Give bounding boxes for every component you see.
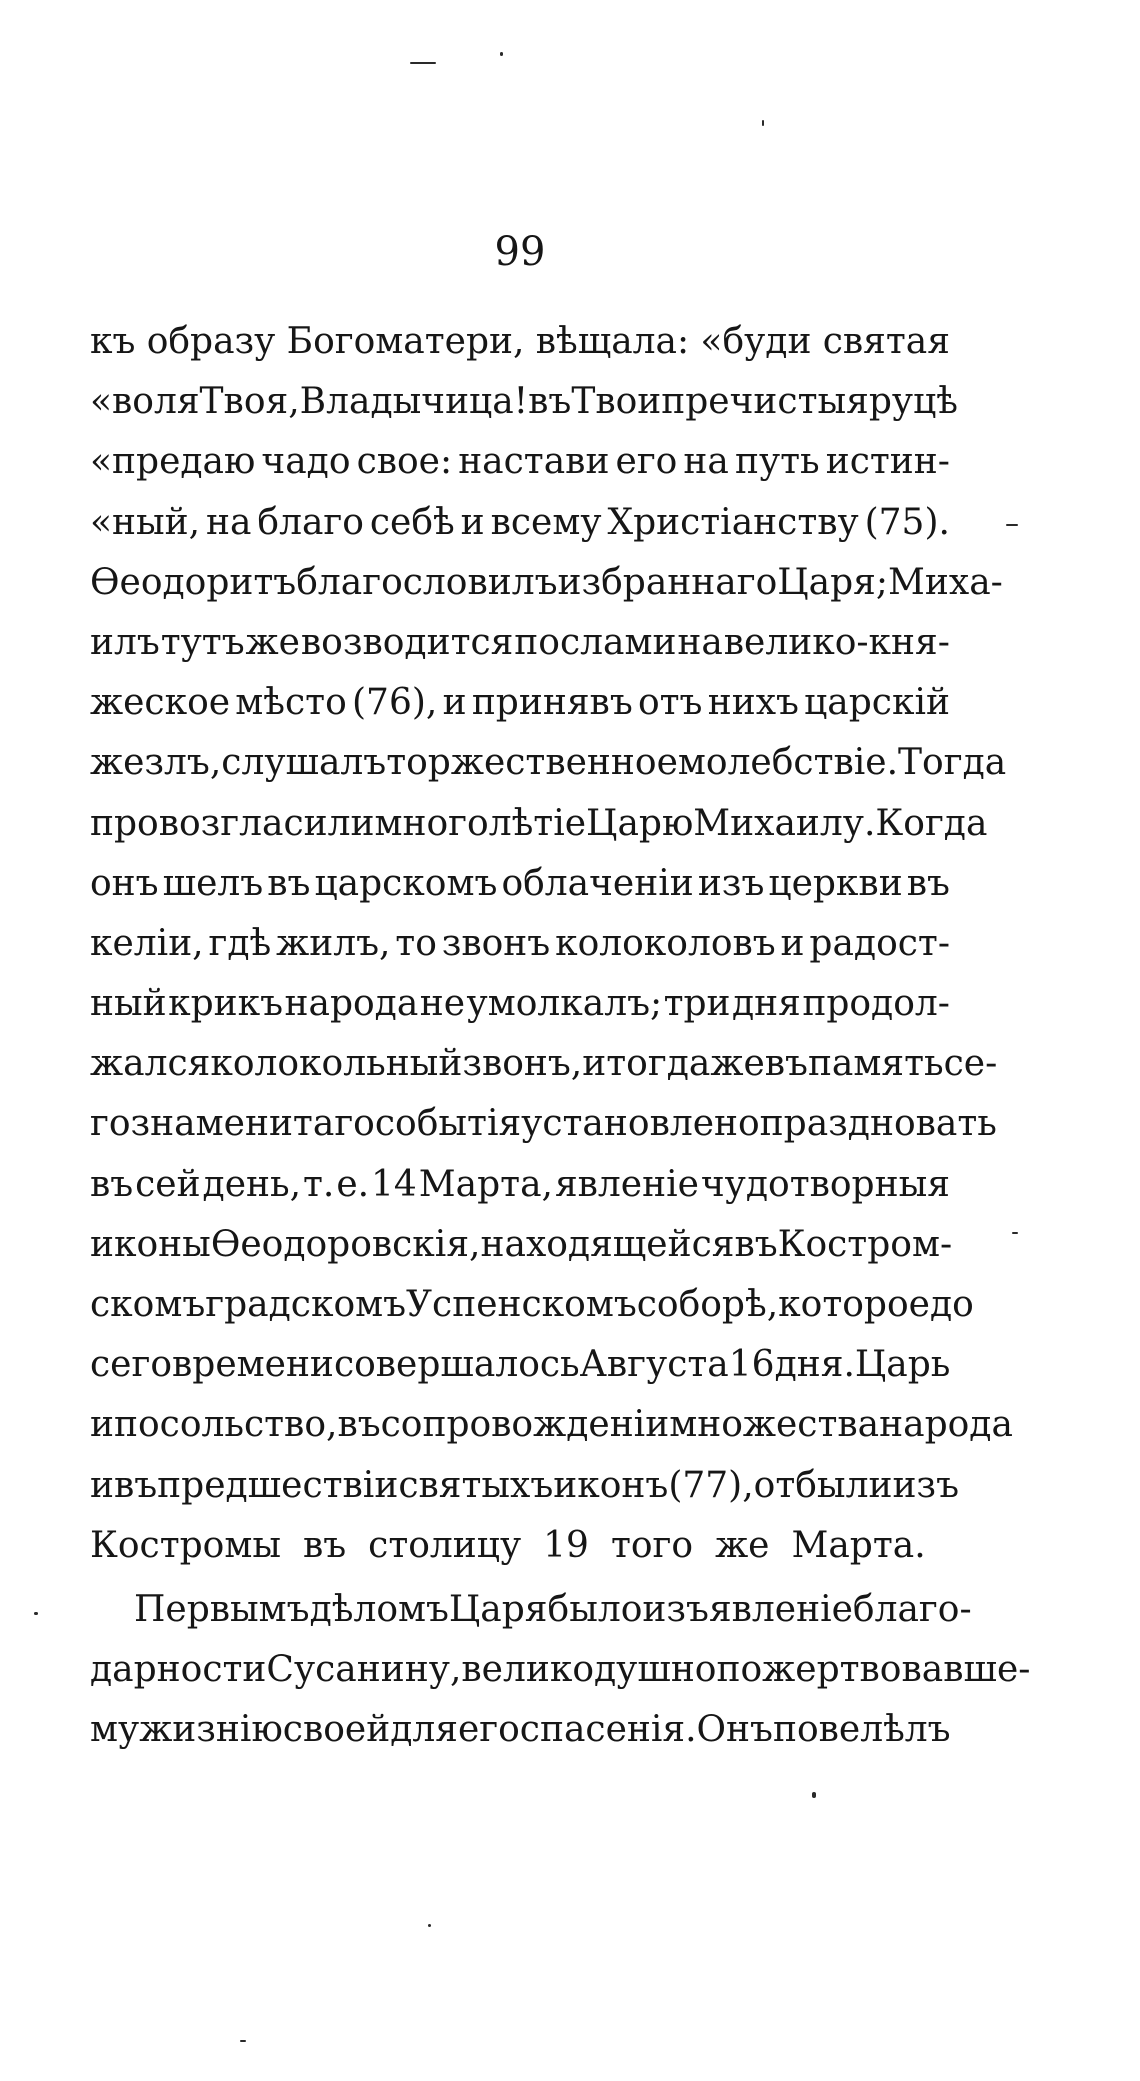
word: свое: — [356, 441, 453, 483]
word: изъ — [892, 1464, 959, 1506]
word: церкви — [768, 862, 903, 904]
word: жилъ, — [276, 922, 391, 964]
word: знаменитаго — [130, 1103, 375, 1145]
word: принявъ — [471, 682, 633, 724]
word: въ — [734, 1223, 778, 1265]
word: память — [807, 1043, 944, 1085]
word: градскомъ — [205, 1284, 407, 1325]
text-line — [90, 372, 958, 432]
word: послами — [514, 621, 677, 663]
word: благо — [257, 501, 364, 543]
word: 19 — [543, 1524, 589, 1566]
text-line — [90, 673, 950, 733]
word: Твоя, — [199, 381, 300, 423]
word: для — [390, 1709, 458, 1751]
word: образу — [146, 321, 276, 362]
word: отъ — [637, 682, 703, 724]
word: колоколовъ — [555, 922, 776, 964]
text-line — [90, 974, 950, 1034]
word: святыхъ — [398, 1464, 554, 1506]
word: умолкалъ; — [466, 983, 663, 1025]
word: царскомъ — [314, 862, 498, 904]
word: святая — [822, 321, 950, 362]
word: илъ — [90, 621, 160, 663]
word: Твои — [571, 381, 662, 423]
word: сопровожденіи — [380, 1404, 670, 1446]
word: и — [442, 682, 467, 724]
word: иконъ — [553, 1464, 669, 1506]
word: дарности — [90, 1649, 267, 1691]
word: было — [547, 1588, 643, 1630]
word: Ѳеодоритъ — [90, 561, 297, 603]
word: путь — [734, 441, 820, 483]
text-line — [90, 312, 950, 372]
word: скомъ — [90, 1284, 206, 1325]
word: звонъ, — [462, 1043, 583, 1085]
word: руцѣ — [868, 381, 958, 423]
word: (76), — [352, 682, 438, 724]
word: себѣ — [369, 501, 455, 543]
word: отбыли — [753, 1464, 893, 1506]
word: и — [90, 1464, 114, 1506]
word: то — [395, 922, 437, 964]
text-line — [90, 733, 1007, 793]
word: избраннаго — [557, 561, 778, 603]
word: радост- — [809, 922, 950, 964]
word: и — [582, 1043, 607, 1085]
word: и — [780, 922, 805, 964]
word: Сусанину, — [266, 1649, 462, 1691]
word: Марта. — [791, 1524, 926, 1566]
word: Когда — [875, 802, 988, 844]
scan-speck — [762, 120, 764, 126]
word: Тогда — [898, 742, 1007, 784]
scan-speck — [428, 1924, 431, 1927]
text-line — [90, 1516, 950, 1576]
text-line — [90, 432, 950, 492]
body-text — [90, 312, 1031, 1761]
word: благо- — [852, 1588, 972, 1630]
word: въ — [90, 1163, 134, 1205]
word: времени — [172, 1344, 334, 1386]
word: множества — [669, 1404, 880, 1446]
word: го — [90, 1103, 131, 1145]
word: велико-кня- — [723, 621, 950, 663]
word: «воля — [90, 381, 200, 423]
word: до — [929, 1284, 974, 1325]
word: царскій — [804, 682, 950, 724]
word: «предаю — [90, 441, 256, 483]
word: дня. — [774, 1344, 855, 1386]
word: дѣломъ — [309, 1588, 449, 1630]
word: его — [457, 1709, 520, 1751]
word: провозгласили — [90, 802, 375, 844]
word: Царь — [854, 1344, 951, 1386]
word: слушалъ — [221, 742, 387, 784]
word: настави — [458, 441, 610, 483]
word: онъ — [90, 862, 159, 904]
word: ный — [90, 983, 167, 1025]
word: Царю — [586, 802, 694, 844]
word: Михаилу. — [693, 802, 876, 844]
word: (75). — [864, 501, 950, 543]
word: шелъ — [162, 862, 264, 904]
scan-speck — [240, 2040, 246, 2042]
word: «буди — [700, 321, 812, 362]
word: Онъ — [696, 1709, 773, 1751]
text-line — [90, 1275, 974, 1335]
word: изъявленіе — [642, 1588, 853, 1630]
word: (77), — [668, 1464, 754, 1506]
word: Марта, — [418, 1163, 553, 1205]
text-line — [90, 493, 950, 553]
word: пожертвовавше- — [716, 1649, 1031, 1691]
word: день, — [202, 1163, 302, 1205]
word: въ — [337, 1404, 381, 1446]
word: же — [715, 1524, 770, 1566]
word: на — [206, 501, 252, 543]
word: чудотворныя — [700, 1163, 950, 1205]
word: иконы — [90, 1223, 211, 1265]
text-line — [90, 1155, 950, 1215]
word: въ — [303, 1524, 347, 1566]
page-number: 99 — [494, 229, 546, 275]
word: облаченіи — [501, 862, 694, 904]
text-line — [90, 794, 988, 854]
word: пречистыя — [661, 381, 869, 423]
word: столицу — [368, 1524, 522, 1566]
word: торжественное — [386, 742, 678, 784]
word: Царя — [448, 1588, 548, 1630]
word: «ный, — [90, 501, 201, 543]
word: изъ — [697, 862, 765, 904]
word: Ѳеодоровскія, — [210, 1223, 481, 1265]
word: Миха- — [888, 561, 1003, 603]
word: дня — [732, 983, 801, 1025]
word: т. — [303, 1163, 335, 1205]
word: праздновать — [759, 1103, 997, 1145]
word: соборѣ, — [636, 1284, 779, 1325]
word: къ — [90, 321, 136, 362]
word: и — [90, 1404, 114, 1446]
word: му — [90, 1709, 140, 1751]
text-line — [90, 1034, 998, 1094]
word: всему — [490, 501, 602, 543]
word: событія — [374, 1103, 522, 1145]
word: же — [710, 1043, 765, 1085]
text-line — [90, 1456, 959, 1516]
word: е. — [336, 1163, 370, 1205]
scan-speck — [1006, 524, 1018, 526]
word: Первымъ — [134, 1588, 310, 1630]
scan-speck — [1012, 1232, 1018, 1234]
word: на — [683, 441, 729, 483]
word: тогда — [606, 1043, 711, 1085]
word: жезлъ, — [90, 742, 222, 784]
word: на — [677, 621, 723, 663]
scan-speck — [812, 1792, 816, 1798]
word: нихъ — [707, 682, 799, 724]
text-line — [90, 1215, 953, 1275]
word: находящейся — [480, 1223, 735, 1265]
word: 14 — [371, 1163, 417, 1205]
text-line — [90, 1395, 1013, 1455]
word: народа — [879, 1404, 1013, 1446]
word: которое — [778, 1284, 930, 1325]
word: сего — [90, 1344, 173, 1386]
word: се- — [943, 1043, 998, 1085]
word: Богоматери, — [286, 321, 525, 362]
word: многолѣтіе — [374, 802, 587, 844]
word: крикъ — [168, 983, 284, 1025]
word: келіи, — [90, 922, 204, 964]
word: въ — [267, 862, 311, 904]
word: совершалось — [333, 1344, 580, 1386]
word: вѣщала: — [535, 321, 690, 362]
text-line — [90, 613, 950, 673]
word: продол- — [802, 983, 950, 1025]
word: и — [460, 501, 485, 543]
word: Владычица! — [299, 381, 529, 423]
word: сей — [135, 1163, 201, 1205]
word: Костром- — [777, 1223, 953, 1265]
word: въ — [764, 1043, 808, 1085]
word: своей — [282, 1709, 391, 1751]
word: спасенія. — [519, 1709, 697, 1751]
word: въ — [906, 862, 950, 904]
scan-speck — [410, 62, 436, 64]
word: его — [615, 441, 678, 483]
word: 16 — [728, 1344, 775, 1386]
text-line — [90, 854, 950, 914]
word: Успенскомъ — [406, 1284, 637, 1325]
text-line — [90, 1580, 972, 1640]
word: явленіе — [554, 1163, 699, 1205]
text-line — [90, 1640, 1031, 1700]
word: жался — [90, 1043, 211, 1085]
word: колокольный — [210, 1043, 463, 1085]
text-line — [90, 1335, 950, 1395]
word: народа — [284, 983, 419, 1025]
word: въ — [114, 1464, 158, 1506]
text-line — [90, 914, 950, 974]
word: великодушно — [461, 1649, 717, 1691]
word: въ — [528, 381, 572, 423]
word: звонъ — [441, 922, 551, 964]
text-line — [90, 1700, 950, 1760]
word: возводится — [300, 621, 514, 663]
word: повелѣлъ — [772, 1709, 951, 1751]
text-line — [90, 553, 1003, 613]
word: предшествіи — [157, 1464, 399, 1506]
scan-speck — [500, 52, 503, 56]
word: истин- — [825, 441, 950, 483]
word: гдѣ — [208, 922, 272, 964]
word: Костромы — [90, 1524, 281, 1566]
word: Христіанству — [607, 501, 859, 543]
word: установлено — [521, 1103, 760, 1145]
word: жеское — [90, 682, 231, 724]
scan-speck — [34, 1612, 38, 1615]
word: три — [663, 983, 731, 1025]
word: мѣсто — [235, 682, 347, 724]
word: Царя; — [777, 561, 889, 603]
word: же — [245, 621, 300, 663]
word: молебствіе. — [677, 742, 899, 784]
word: чадо — [261, 441, 351, 483]
word: того — [610, 1524, 694, 1566]
text-line — [90, 1094, 997, 1154]
word: посольство, — [114, 1404, 338, 1446]
word: тутъ — [160, 621, 245, 663]
word: благословилъ — [296, 561, 558, 603]
word: Августа — [579, 1344, 729, 1386]
word: жизнію — [139, 1709, 283, 1751]
word: не — [419, 983, 466, 1025]
